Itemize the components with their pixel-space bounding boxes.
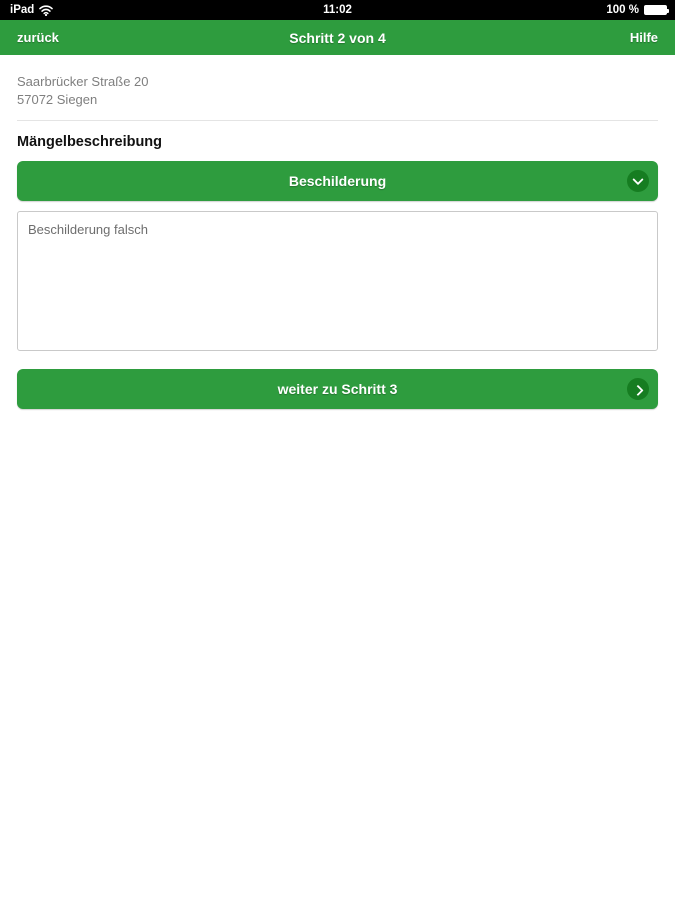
device-label: iPad (10, 4, 35, 16)
divider (17, 120, 658, 121)
page-title: Schritt 2 von 4 (289, 29, 386, 46)
category-dropdown-value: Beschilderung (288, 173, 387, 189)
status-bar (0, 0, 675, 20)
section-label-maengelbeschreibung: Mängelbeschreibung (17, 134, 163, 150)
chevron-right-icon (627, 378, 649, 400)
address-block (17, 73, 658, 109)
description-textarea[interactable] (17, 211, 658, 351)
status-time: 11:02 (323, 4, 352, 16)
back-button[interactable]: zurück (17, 30, 59, 45)
category-dropdown[interactable] (17, 161, 658, 201)
address-street: Saarbrücker Straße 20 (17, 74, 149, 89)
main-content (0, 55, 675, 409)
nav-bar (0, 20, 675, 55)
address-city: 57072 Siegen (17, 92, 98, 107)
next-step-button-label: weiter zu Schritt 3 (277, 381, 398, 397)
next-step-button[interactable] (17, 369, 658, 409)
wifi-icon (39, 5, 53, 16)
chevron-down-icon (627, 170, 649, 192)
help-button[interactable]: Hilfe (629, 30, 658, 45)
battery-icon (644, 5, 667, 15)
battery-percent-label: 100 % (606, 4, 639, 16)
